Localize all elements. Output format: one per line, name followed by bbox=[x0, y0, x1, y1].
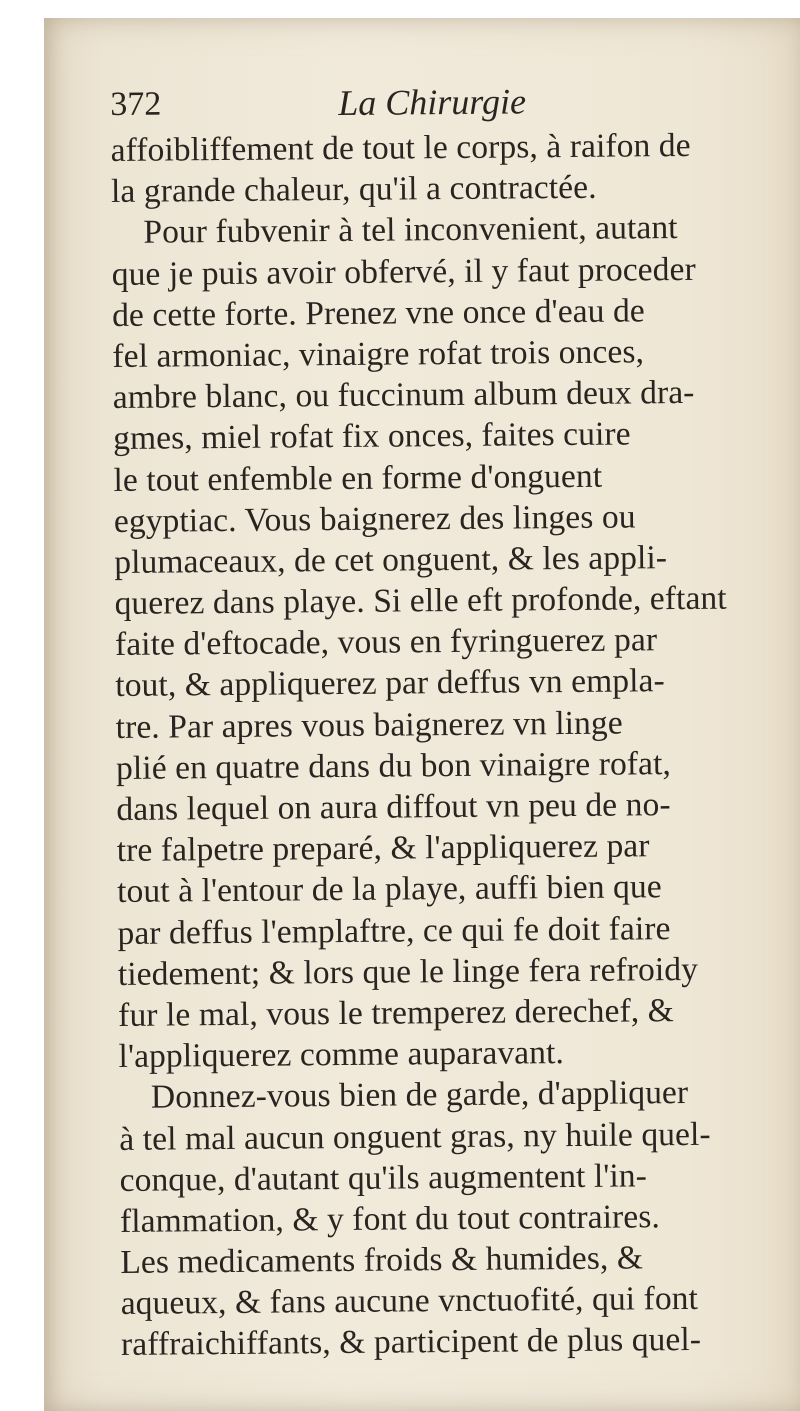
text-line: fur le mal, vous le tremperez derechef, & bbox=[118, 992, 675, 1034]
text-line: la grande chaleur, qu'il a contractée. bbox=[110, 168, 597, 211]
text-line: plié en quatre dans du bon vinaigre rofat, bbox=[115, 744, 672, 787]
page-text bbox=[110, 68, 800, 1366]
text-line: de cette forte. Prenez vne once d'eau de bbox=[111, 292, 645, 334]
text-line: fel armoniac, vinaigre rofat trois onces, bbox=[112, 333, 645, 375]
text-line: tout à l'entour de la playe, auffi bien que bbox=[116, 868, 662, 911]
text-line: querez dans playe. Si elle eft profonde, eftant bbox=[114, 579, 727, 623]
text-line: aqueux, & fans aucune vnctuofité, qui font bbox=[120, 1280, 699, 1323]
text-line: par deffus l'emplaftre, ce qui fe doit faire bbox=[117, 909, 671, 952]
text-line: egyptiac. Vous baignerez des linges ou bbox=[113, 498, 636, 540]
text-line: dans lequel on aura diffout vn peu de no- bbox=[116, 786, 671, 828]
text-line: l'appliquerez comme auparavant. bbox=[118, 1034, 565, 1076]
text-line: Donnez-vous bien de garde, d'appliquer bbox=[150, 1074, 689, 1116]
text-line: plumaceaux, de cet onguent, & les appli- bbox=[114, 539, 668, 581]
text-line: à tel mal aucun onguent gras, ny huile quel- bbox=[119, 1115, 711, 1158]
text-line: Les medicaments froids & humides, & bbox=[120, 1239, 644, 1282]
text-line: Pour fubvenir à tel inconvenient, autant bbox=[143, 209, 678, 252]
book-page bbox=[44, 18, 800, 1411]
text-line: conque, d'autant qu'ils augmentent l'in- bbox=[119, 1157, 648, 1199]
text-line: tre. Par apres vous baignerez vn linge bbox=[115, 704, 623, 746]
text-line: le tout enfemble en forme d'onguent bbox=[113, 457, 603, 499]
text-line: affoibliffement de tout le corps, à raifon de bbox=[110, 126, 691, 169]
text-line: tre falpetre preparé, & l'appliquerez par bbox=[116, 827, 650, 870]
text-line: que je puis avoir obfervé, il y faut proceder bbox=[111, 250, 696, 293]
text-line: flammation, & y font du tout contraires. bbox=[119, 1198, 661, 1240]
text-line: gmes, miel rofat fix onces, faites cuire bbox=[113, 415, 631, 458]
page-number: 372 bbox=[110, 85, 162, 123]
page-header bbox=[110, 68, 800, 130]
text-line: raffraichiffants, & participent de plus quel- bbox=[120, 1321, 702, 1364]
text-line: ambre blanc, ou fuccinum album deux dra- bbox=[112, 374, 695, 417]
text-line: faite d'eftocade, vous en fyringuerez par bbox=[114, 621, 658, 664]
text-line: tiedement; & lors que le linge fera refroidy bbox=[117, 950, 699, 993]
running-head: La Chirurgie bbox=[338, 81, 527, 124]
text-line: tout, & appliquerez par deffus vn empla- bbox=[115, 662, 665, 705]
